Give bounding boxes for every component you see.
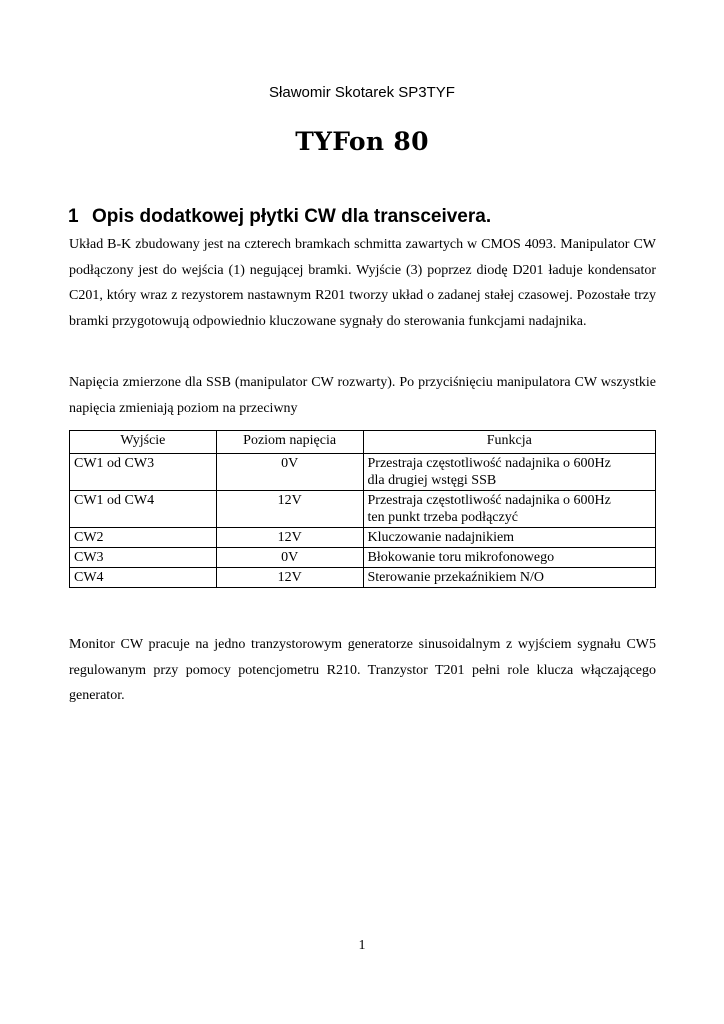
section-heading	[68, 206, 491, 228]
cell-level: 12V	[216, 528, 363, 548]
header-output: Wyjście	[70, 431, 217, 454]
cell-function	[363, 491, 656, 528]
voltage-table	[69, 430, 656, 588]
cell-output: CW1 od CW3	[70, 454, 217, 491]
cell-function-line1: Przestraja częstotliwość nadajnika o 600Hz	[367, 493, 611, 508]
cell-output: CW1 od CW4	[70, 491, 217, 528]
paragraph-monitor: Monitor CW pracuje na jedno tranzystorowym generatorze sinusoidalnym z wyjściem sygnału CW5 regulowanym przy pomocy potencjometru R210. Tranzystor T201 pełni role klucza włączającego generator.	[69, 637, 656, 704]
table-row	[70, 528, 656, 548]
cell-function: Kluczowanie nadajnikiem	[363, 528, 656, 548]
cell-level: 0V	[216, 454, 363, 491]
header-level: Poziom napięcia	[216, 431, 363, 454]
header-function: Funkcja	[363, 431, 656, 454]
cell-function-line1: Przestraja częstotliwość nadajnika o 600Hz	[367, 456, 611, 471]
section-title: Opis dodatkowej płytki CW dla transceivera.	[92, 206, 492, 227]
section-number: 1	[68, 206, 79, 227]
table-row	[70, 491, 656, 528]
cell-level: 12V	[216, 568, 363, 588]
paragraph-bk-circuit: Układ B-K zbudowany jest na czterech bramkach schmitta zawartych w CMOS 4093. Manipulator CW podłączony jest do wejścia (1) negującej bramki. Wyjście (3) poprzez diodę D201 ładuje kondensator C201, który wraz z rezystorem nastawnym R201 tworzy układ o zadanej stałej czasowej. Pozostałe trzy bramki przygotowują odpowiednio kluczowane sygnały do sterowania funkcjami nadajnika.	[69, 237, 656, 329]
cell-function-line2: ten punkt trzeba podłączyć	[367, 510, 518, 525]
cell-function-line2: dla drugiej wstęgi SSB	[367, 473, 497, 488]
cell-function: Sterowanie przekaźnikiem N/O	[363, 568, 656, 588]
cell-output: CW3	[70, 548, 217, 568]
cell-function	[363, 454, 656, 491]
cell-output: CW2	[70, 528, 217, 548]
cell-output: CW4	[70, 568, 217, 588]
page-number: 1	[358, 938, 366, 953]
table-row	[70, 568, 656, 588]
table-row	[70, 548, 656, 568]
table-row	[70, 454, 656, 491]
document-title: TYFon 80	[295, 127, 429, 156]
table-header-row	[70, 431, 656, 454]
cell-level: 12V	[216, 491, 363, 528]
cell-level: 0V	[216, 548, 363, 568]
paragraph-voltages: Napięcia zmierzone dla SSB (manipulator CW rozwarty). Po przyciśnięciu manipulatora CW wszystkie napięcia zmieniają poziom na przeciwny	[69, 375, 656, 416]
author-line: Sławomir Skotarek SP3TYF	[269, 84, 455, 101]
cell-function: Błokowanie toru mikrofonowego	[363, 548, 656, 568]
